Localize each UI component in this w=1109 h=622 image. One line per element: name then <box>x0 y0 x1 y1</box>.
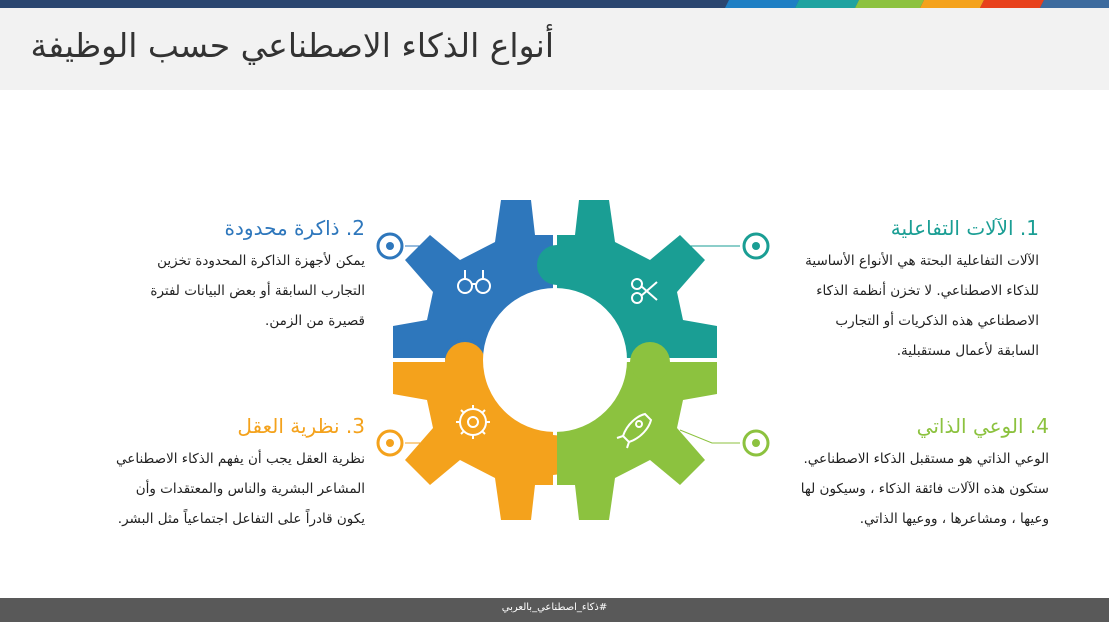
item-body <box>749 246 1039 366</box>
item-limited-memory <box>90 216 365 336</box>
page-title: أنواع الذكاء الاصطناعي حسب الوظيفة <box>30 26 554 65</box>
item-body-line: الآلات التفاعلية البحتة هي الأنواع الأساسية <box>805 253 1039 269</box>
item-heading: 3. نظرية العقل <box>237 414 365 438</box>
item-body-line: وعيها ، ومشاعرها ، ووعيها الذاتي. <box>859 511 1049 527</box>
item-body-line: السابقة لأعمال مستقبلية. <box>896 343 1039 359</box>
item-body-line: نظرية العقل يجب أن يفهم الذكاء الاصطناعي <box>116 451 365 467</box>
item-body-line: الاصطناعي هذه الذكريات أو التجارب <box>835 313 1039 329</box>
item-body <box>749 444 1049 534</box>
item-body-line: المشاعر البشرية والناس والمعتقدات وأن <box>135 481 365 497</box>
item-body-line: التجارب السابقة أو بعض البيانات لفترة <box>150 283 365 299</box>
item-heading: 1. الآلات التفاعلية <box>890 216 1039 240</box>
item-body <box>90 246 365 336</box>
item-theory-of-mind <box>90 414 365 534</box>
item-body <box>90 444 365 534</box>
item-heading: 2. ذاكرة محدودة <box>224 216 365 240</box>
connector-3 <box>378 431 420 455</box>
item-body-line: قصيرة من الزمن. <box>265 313 365 329</box>
footer-bar <box>0 598 1109 622</box>
item-reactive-machines <box>749 216 1039 366</box>
item-heading: 4. الوعي الذاتي <box>916 414 1049 438</box>
item-body-line: يمكن لأجهزة الذاكرة المحدودة تخزين <box>157 253 365 269</box>
item-body-line: للذكاء الاصطناعي. لا تخزن أنظمة الذكاء <box>816 283 1039 299</box>
item-self-awareness <box>749 414 1049 534</box>
item-body-line: الوعي الذاتي هو مستقبل الذكاء الاصطناعي. <box>803 451 1049 467</box>
connector-2 <box>378 234 432 258</box>
footer-hashtag: #ذكاء_اصطناعي_بالعربي <box>501 602 608 613</box>
item-body-line: يكون قادراً على التفاعل اجتماعياً مثل البشر. <box>117 511 365 527</box>
item-body-line: ستكون هذه الآلات فائقة الذكاء ، وسيكون لها <box>800 481 1049 497</box>
